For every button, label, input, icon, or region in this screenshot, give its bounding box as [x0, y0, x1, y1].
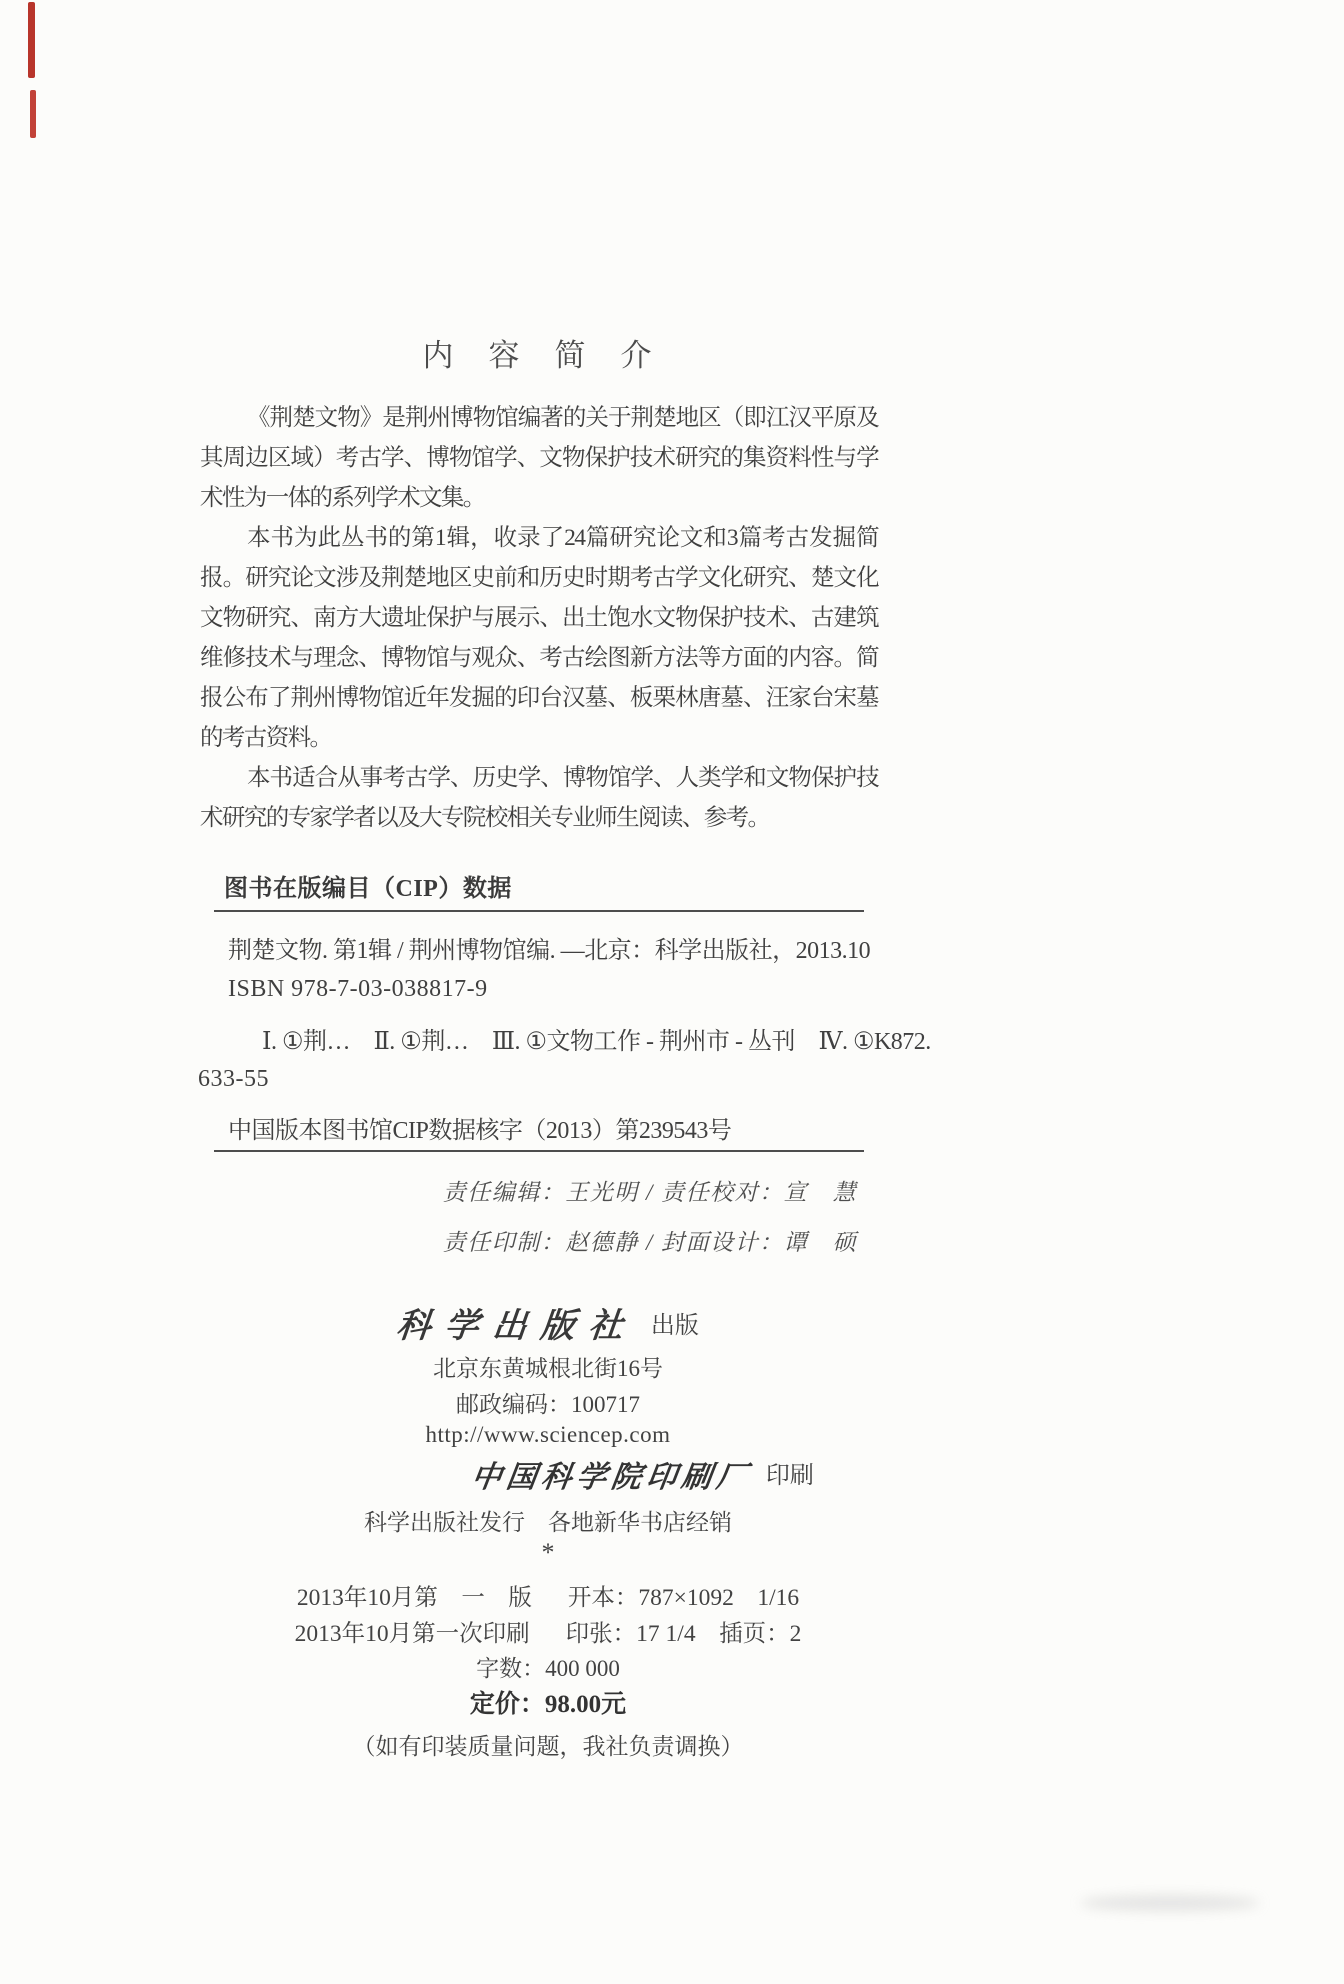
- printer-logo-line: [307, 1452, 979, 1496]
- science-press-logo: 科学出版社: [394, 1308, 639, 1345]
- intro-section: [200, 398, 878, 838]
- exchange-note: （如有印装质量问题，我社负责调换）: [352, 1734, 744, 1759]
- cip-classification-cont: 633-55: [198, 1066, 269, 1092]
- scan-artifact-red-mark: [30, 90, 36, 138]
- format-spec: 开本：787×1092 1/16: [567, 1585, 800, 1611]
- print-label: 印刷: [765, 1463, 814, 1489]
- intro-paragraph-3: 本书适合从事考古学、历史学、博物馆学、人类学和文物保护技术研究的专家学者以及大专院校相关专业师生阅读、参考。: [200, 765, 878, 831]
- publisher-postcode: 邮政编码：100717: [456, 1392, 640, 1417]
- price: 定价：98.00元: [469, 1691, 627, 1718]
- publisher-website: http://www.sciencep.com: [425, 1422, 671, 1447]
- publisher-logo-line: [212, 1298, 884, 1347]
- printer-logo: 中国科学院印刷厂: [469, 1461, 754, 1494]
- cip-bottom-divider: [214, 1150, 864, 1152]
- distribution-line: 科学出版社发行 各地新华书店经销: [364, 1510, 732, 1535]
- staff-printing-line: 责任印制：赵德静 / 封面设计：谭 硕: [442, 1230, 858, 1255]
- cip-title-line: 荆楚文物. 第1辑 / 荆州博物馆编. —北京：科学出版社，2013.10: [228, 938, 871, 964]
- publish-label: 出版: [650, 1313, 699, 1339]
- cip-top-divider: [214, 910, 864, 912]
- word-count: 字数：400 000: [476, 1656, 620, 1681]
- intro-paragraph-2: 本书为此丛书的第1辑，收录了24篇研究论文和3篇考古发掘简报。研究论文涉及荆楚地区史前和历史时期考古学文化研究、楚文化文物研究、南方大遗址保护与展示、出土饱水文物保护技术、古建筑维修技术与理念、博物馆与观众、考古绘图新方法等方面的内容。简报公布了荆州博物馆近年发掘的印台汉墓、板栗林唐墓、汪家台宋墓的考古资料。: [200, 525, 878, 751]
- intro-paragraph-1: 《荆楚文物》是荆州博物馆编著的关于荆楚地区（即江汉平原及其周边区域）考古学、博物馆学、文物保护技术研究的集资料性与学术性为一体的系列学术文集。: [200, 405, 878, 511]
- impression-date: 2013年10月第一次印刷: [294, 1621, 530, 1647]
- cip-classification: Ⅰ. ①荆… Ⅱ. ①荆… Ⅲ. ①文物工作 - 荆州市 - 丛刊 Ⅳ. ①K872.: [262, 1029, 931, 1055]
- edition-date: 2013年10月第 一 版: [296, 1585, 532, 1611]
- sheets-spec: 印张：17 1/4 插页：2: [565, 1621, 802, 1647]
- scan-artifact-red-mark: [28, 2, 35, 78]
- impression-row: [212, 1614, 884, 1648]
- cip-record-number: 中国版本图书馆CIP数据核字（2013）第239543号: [228, 1118, 732, 1144]
- staff-editors-line: 责任编辑：王光明 / 责任校对：宣 慧: [442, 1180, 858, 1205]
- page-title: 内 容 简 介: [422, 338, 654, 373]
- separator-asterisk: *: [541, 1538, 555, 1567]
- cip-header: 图书在版编目（CIP）数据: [224, 876, 512, 902]
- scan-smudge: [1080, 1895, 1260, 1911]
- cip-isbn: ISBN 978-7-03-038817-9: [228, 976, 488, 1002]
- publisher-address: 北京东黄城根北街16号: [433, 1356, 663, 1381]
- edition-row: [212, 1578, 884, 1612]
